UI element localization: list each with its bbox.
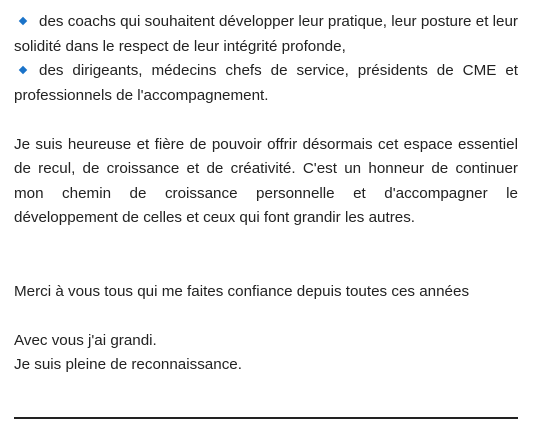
bullet-text: des coachs qui souhaitent développer leur pratique, leur posture et leur solidité dans le respect de leur intégrité profonde, bbox=[14, 13, 518, 55]
spacer bbox=[14, 108, 518, 133]
closing-line-1: Avec vous j'ai grandi. bbox=[14, 331, 157, 349]
spacer bbox=[14, 231, 518, 280]
list-item bbox=[14, 10, 518, 59]
bullet-text: des dirigeants, médecins chefs de service, présidents de CME et professionnels de l'accompagnement. bbox=[14, 62, 518, 104]
horizontal-divider bbox=[14, 417, 518, 419]
blue-diamond-bullet-icon bbox=[19, 17, 27, 25]
thanks-line: Merci à vous tous qui me faites confiance depuis toutes ces années bbox=[14, 282, 470, 300]
closing-line-2: Je suis pleine de reconnaissance. bbox=[14, 356, 242, 373]
spacer bbox=[14, 304, 518, 329]
blue-diamond-bullet-icon bbox=[19, 66, 27, 74]
letter-body bbox=[14, 10, 518, 378]
gratitude-paragraph: Je suis heureuse et fière de pouvoir offrir désormais cet espace essentiel de recul, de croissance et de créativité. C'est un honneur de continuer mon chemin de croissance personnelle et d'accompagner le développement de celles et ceux qui font grandir les autres. bbox=[14, 135, 518, 226]
list-item bbox=[14, 59, 518, 108]
